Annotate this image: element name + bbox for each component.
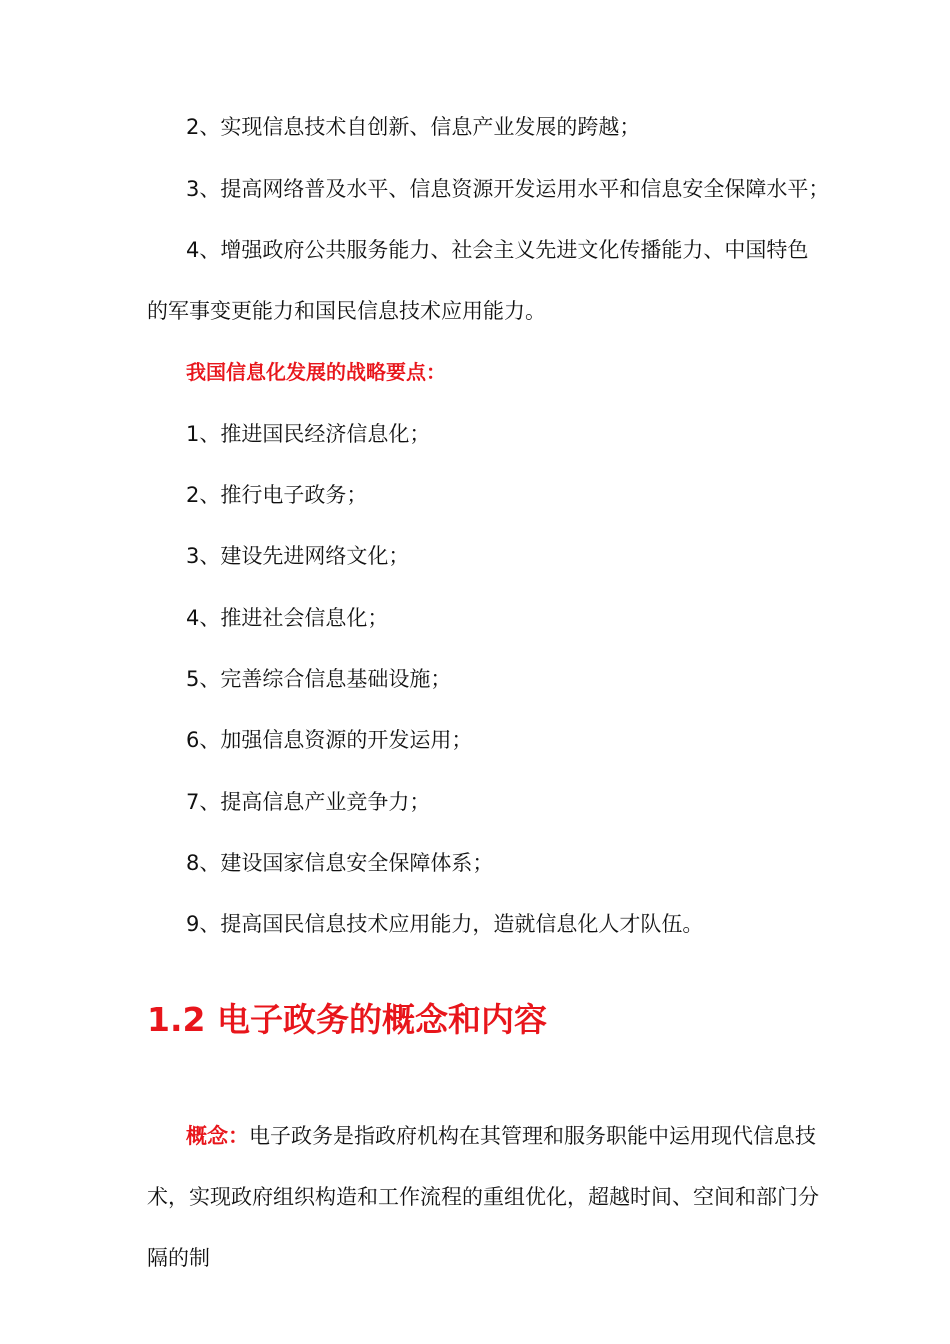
concept-paragraph-line-1 (186, 1122, 816, 1150)
strategy-item-4: 4、推进社会信息化； (186, 606, 389, 630)
strategy-item-1: 1、推进国民经济信息化； (186, 422, 431, 446)
strategy-item-5: 5、完善综合信息基础设施； (186, 667, 452, 691)
strategy-item-2: 2、推行电子政务； (186, 483, 368, 507)
strategy-heading: 我国信息化发展的战略要点： (186, 360, 446, 384)
strategy-item-8: 8、建设国家信息安全保障体系； (186, 851, 494, 875)
strategy-item-3: 3、建设先进网络文化； (186, 544, 410, 568)
goal-item-2: 2、实现信息技术自创新、信息产业发展的跨越； (186, 115, 641, 139)
strategy-item-6: 6、加强信息资源的开发运用； (186, 728, 473, 752)
concept-text-line-2: 术，实现政府组织构造和工作流程的重组优化，超越时间、空间和部门分 (147, 1185, 819, 1209)
goal-item-4: 4、增强政府公共服务能力、社会主义先进文化传播能力、中国特色 (186, 238, 809, 262)
concept-text-line-3: 隔的制 (147, 1246, 210, 1270)
strategy-item-7: 7、提高信息产业竞争力； (186, 790, 431, 814)
goal-item-3: 3、提高网络普及水平、信息资源开发运用水平和信息安全保障水平； (186, 177, 830, 201)
concept-label: 概念： (186, 1124, 249, 1148)
concept-text-line-1: 电子政务是指政府机构在其管理和服务职能中运用现代信息技 (249, 1124, 816, 1148)
strategy-item-9: 9、提高国民信息技术应用能力，造就信息化人才队伍。 (186, 912, 704, 936)
section-title: 1.2 电子政务的概念和内容 (147, 1000, 547, 1039)
goal-item-4-continuation: 的军事变更能力和国民信息技术应用能力。 (147, 299, 546, 323)
